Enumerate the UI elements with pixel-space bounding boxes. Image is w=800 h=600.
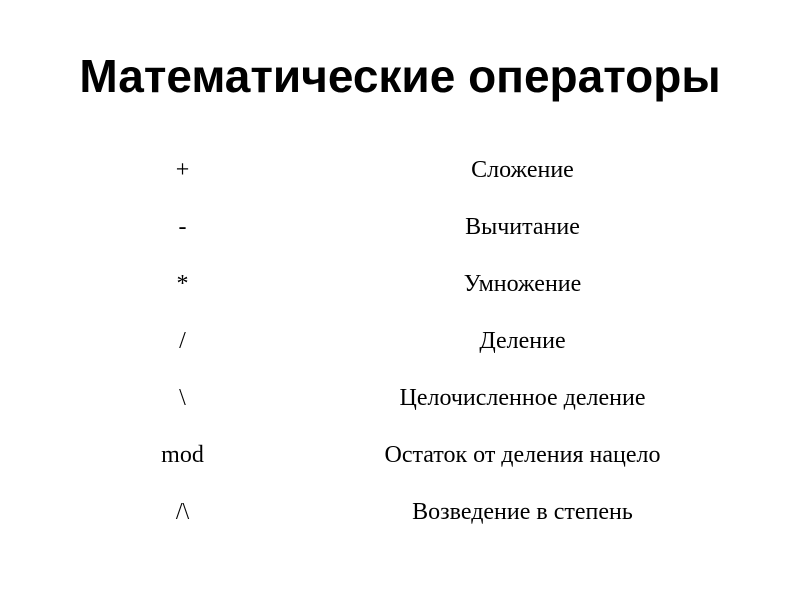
operator-symbol: *	[176, 271, 189, 297]
operator-description: Вычитание	[465, 214, 580, 240]
operator-description: Умножение	[463, 271, 582, 297]
operator-symbol: \	[179, 385, 186, 411]
operator-symbol: -	[178, 214, 187, 240]
operators-table	[60, 142, 740, 541]
operator-symbol: /\	[175, 499, 190, 525]
operator-description: Сложение	[471, 157, 574, 183]
page-title: Математические операторы	[79, 50, 721, 102]
table-row	[60, 370, 740, 427]
table-row	[60, 427, 740, 484]
table-row	[60, 256, 740, 313]
operator-description: Остаток от деления нацело	[384, 442, 661, 468]
operator-description: Целочисленное деление	[399, 385, 646, 411]
table-row	[60, 199, 740, 256]
operator-symbol: mod	[161, 442, 204, 468]
operator-symbol: /	[179, 328, 186, 354]
table-row	[60, 484, 740, 541]
operator-description: Деление	[479, 328, 566, 354]
table-row	[60, 313, 740, 370]
table-row	[60, 142, 740, 199]
operator-description: Возведение в степень	[412, 499, 633, 525]
operator-symbol: +	[175, 157, 190, 183]
